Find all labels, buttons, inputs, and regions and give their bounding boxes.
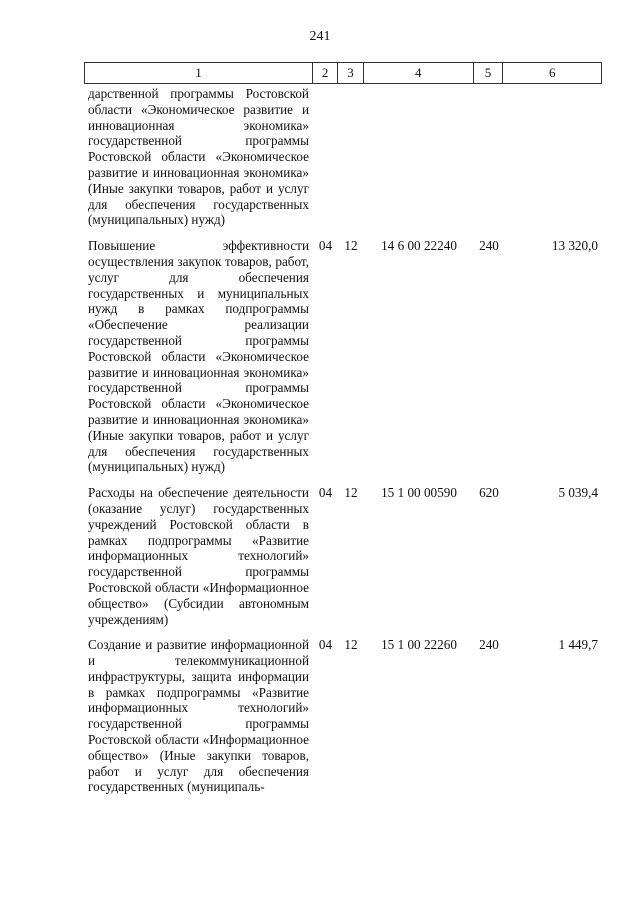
row-subsection [338, 86, 364, 228]
table-header-row [84, 62, 602, 84]
row-amount: 1 449,7 [558, 637, 598, 653]
column-header-5: 5 [474, 63, 504, 83]
row-amount: 5 039,4 [558, 485, 598, 501]
table-body [84, 86, 602, 795]
row-target-code [364, 86, 474, 228]
row-section: 04 [318, 238, 333, 254]
row-amount: 13 320,0 [551, 238, 598, 254]
row-amount [504, 86, 602, 228]
row-description: Расходы на обеспечение деятельности (оказание услуг) государственных учреждений Ростовской области в рамках подпрограммы «Развитие информационных технологий» государственной программы Ростовской области «Информационное общество» (Субсидии автономным учреждениям) [88, 485, 309, 627]
row-target-code: 15 1 00 00590 [381, 485, 457, 501]
row-expense-type: 240 [479, 238, 499, 254]
page-number: 241 [309, 29, 331, 44]
row-section: 04 [318, 637, 333, 653]
table-row [84, 238, 602, 475]
table-row [84, 485, 602, 627]
row-description: дарственной программы Ростовской области «Экономическое развитие и инновационная экономика» государственной программы Ростовской области «Экономическое развитие и инновационная экономика» (Иные закупки товаров, работ и услуг для обеспечения государственных (муниципальных) нужд) [88, 86, 309, 228]
row-expense-type: 240 [479, 637, 499, 653]
column-header-3: 3 [338, 63, 364, 83]
row-section: 04 [318, 485, 333, 501]
table-row [84, 86, 602, 228]
row-target-code: 14 6 00 22240 [381, 238, 457, 254]
column-header-1: 1 [85, 63, 313, 83]
column-header-2: 2 [313, 63, 338, 83]
row-description: Создание и развитие информационной и телекоммуникационной инфраструктуры, защита информации в рамках подпрограммы «Развитие информационных технологий» государственной программы Ростовской области «Информационное общество» (Иные закупки товаров, работ и услуг для обеспечения государственных (муниципаль- [88, 637, 309, 795]
row-target-code: 15 1 00 22260 [381, 637, 457, 653]
row-section [313, 86, 338, 228]
row-description: Повышение эффективности осуществления закупок товаров, работ, услуг для обеспечения государственных и муниципальных нужд в рамках подпрограммы «Обеспечение реализации государственной программы Ростовской области «Экономическое развитие и инновационная экономика» государственной программы Ростовской области «Экономическое развитие и инновационная экономика» (Иные закупки товаров, работ и услуг для обеспечения государственных (муниципальных) нужд) [88, 238, 309, 475]
row-subsection: 12 [344, 637, 358, 653]
row-subsection: 12 [344, 485, 358, 501]
row-expense-type [474, 86, 504, 228]
column-header-4: 4 [364, 63, 474, 83]
column-header-6: 6 [548, 65, 556, 80]
table-row [84, 637, 602, 795]
row-expense-type: 620 [479, 485, 499, 501]
row-subsection: 12 [344, 238, 358, 254]
